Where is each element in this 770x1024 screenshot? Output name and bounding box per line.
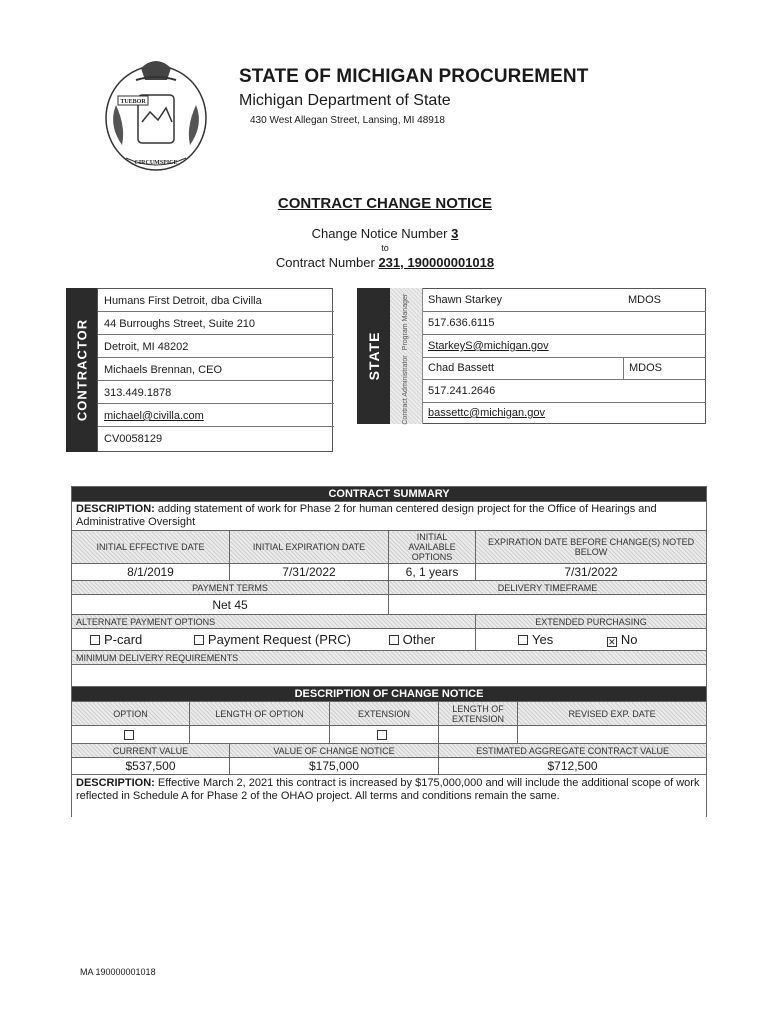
- summary-description-text: adding statement of work for Phase 2 for human centered design project for the Office of Hearings and Administrative Oversight: [76, 503, 657, 528]
- h-value-of-change: VALUE OF CHANGE NOTICE: [230, 744, 439, 758]
- extension-checkbox[interactable]: [377, 730, 387, 740]
- h-initial-available-options: INITIAL AVAILABLE OPTIONS: [389, 531, 476, 564]
- change-notice-value: 3: [451, 226, 459, 241]
- summary-description-label: DESCRIPTION:: [76, 503, 155, 515]
- other-checkbox[interactable]: [389, 635, 399, 645]
- h-option: OPTION: [72, 702, 190, 726]
- page-title: STATE OF MICHIGAN PROCUREMENT: [239, 66, 589, 87]
- yes-label: Yes: [532, 632, 554, 647]
- v-aggregate-value: $712,500: [439, 758, 707, 775]
- h-payment-terms: PAYMENT TERMS: [72, 581, 389, 595]
- extension-cell: [330, 726, 439, 744]
- h-expiration-before-change: EXPIRATION DATE BEFORE CHANGE(S) NOTED BELOW: [476, 531, 707, 564]
- contract-summary-table: [71, 486, 707, 817]
- no-label: No: [620, 632, 638, 647]
- contractor-info: [97, 288, 333, 452]
- contract-number-value: 231, 190000001018: [378, 255, 495, 270]
- department-address: 430 West Allegan Street, Lansing, MI 48918: [250, 115, 445, 126]
- v-initial-available-options: 6, 1 years: [389, 564, 476, 581]
- change-notice-label: Change Notice Number: [311, 226, 452, 241]
- ca-phone: 517.241.2646: [423, 380, 706, 403]
- change-description: [72, 775, 707, 817]
- prc-label: Payment Request (PRC): [207, 632, 351, 647]
- h-length-of-option: LENGTH OF OPTION: [190, 702, 330, 726]
- to-text: to: [381, 243, 389, 253]
- pm-agency: MDOS: [628, 294, 661, 306]
- contractor-phone: 313.449.1878: [98, 381, 334, 404]
- contractor-city: Detroit, MI 48202: [98, 335, 334, 358]
- v-payment-terms: Net 45: [72, 595, 389, 615]
- pcard-option[interactable]: [90, 632, 142, 647]
- contractor-street: 44 Burroughs Street, Suite 210: [98, 312, 334, 335]
- other-label: Other: [402, 632, 436, 647]
- v-initial-effective-date: 8/1/2019: [72, 564, 230, 581]
- v-current-value: $537,500: [72, 758, 230, 775]
- change-description-label: DESCRIPTION:: [76, 777, 155, 789]
- h-revised-exp-date: REVISED EXP. DATE: [518, 702, 707, 726]
- h-length-of-extension: LENGTH OF EXTENSION: [439, 702, 518, 726]
- summary-heading: CONTRACT SUMMARY: [72, 487, 707, 502]
- option-checkbox[interactable]: [124, 730, 134, 740]
- h-minimum-delivery: MINIMUM DELIVERY REQUIREMENTS: [72, 651, 707, 665]
- change-notice-number: [0, 226, 770, 241]
- pm-email-link[interactable]: StarkeyS@michigan.gov: [423, 335, 706, 358]
- pm-phone: 517.636.6115: [423, 312, 706, 335]
- prc-option[interactable]: [194, 632, 351, 647]
- state-band-label: STATE: [365, 331, 382, 381]
- other-option[interactable]: [389, 632, 436, 647]
- extended-purchasing-options: [476, 629, 707, 651]
- yes-option[interactable]: [518, 632, 553, 647]
- change-description-text: Effective March 2, 2021 this contract is increased by $175,000,000 and will include the additional scope of work reflected in Schedule A for Phase 2 of the OHAO project. All terms and conditions remain the same.: [76, 777, 700, 802]
- contractor-band: [66, 288, 97, 452]
- ca-email-link[interactable]: bassettc@michigan.gov: [428, 407, 545, 419]
- seal-motto-circumspice: CIRCUMSPICE: [134, 160, 178, 166]
- v-expiration-before-change: 7/31/2022: [476, 564, 707, 581]
- alternate-payment-options: [72, 629, 476, 651]
- v-minimum-delivery: [72, 665, 707, 687]
- prc-checkbox[interactable]: [194, 635, 204, 645]
- state-info: [423, 288, 706, 424]
- contract-administrator-label: Contract Administrator: [402, 355, 409, 425]
- change-heading: DESCRIPTION OF CHANGE NOTICE: [72, 687, 707, 702]
- pm-name: Shawn Starkey: [428, 294, 502, 306]
- h-initial-expiration-date: INITIAL EXPIRATION DATE: [230, 531, 389, 564]
- contract-administrator-label-cell: [390, 356, 423, 424]
- contractor-band-label: CONTRACTOR: [74, 318, 89, 422]
- length-of-option-cell: [190, 726, 330, 744]
- pcard-checkbox[interactable]: [90, 635, 100, 645]
- contract-number: [0, 255, 770, 270]
- program-manager-label: Program Manager: [402, 293, 409, 351]
- ca-name: Chad Bassett: [428, 362, 495, 374]
- state-band: [357, 288, 390, 424]
- h-extended-purchasing: EXTENDED PURCHASING: [476, 615, 707, 629]
- contractor-vendor-id: CV0058129: [104, 433, 163, 445]
- michigan-state-seal: [96, 50, 216, 180]
- contractor-contact: Michaels Brennan, CEO: [98, 358, 334, 381]
- h-alternate-payment-options: ALTERNATE PAYMENT OPTIONS: [72, 615, 476, 629]
- h-aggregate-value: ESTIMATED AGGREGATE CONTRACT VALUE: [439, 744, 707, 758]
- yes-checkbox[interactable]: [518, 635, 528, 645]
- ca-agency: MDOS: [623, 357, 662, 379]
- no-option[interactable]: [607, 632, 638, 647]
- contractor-name: Humans First Detroit, dba Civilla: [98, 289, 334, 312]
- seal-motto-tuebor: TUEBOR: [120, 99, 146, 105]
- h-initial-effective-date: INITIAL EFFECTIVE DATE: [72, 531, 230, 564]
- program-manager-label-cell: [390, 288, 423, 356]
- h-delivery-timeframe: DELIVERY TIMEFRAME: [389, 581, 707, 595]
- v-value-of-change: $175,000: [230, 758, 439, 775]
- notice-title: CONTRACT CHANGE NOTICE: [277, 195, 493, 212]
- contractor-email-link[interactable]: michael@civilla.com: [98, 404, 334, 427]
- revised-exp-date-cell: [518, 726, 707, 744]
- pcard-label: P-card: [104, 632, 143, 647]
- contract-number-label: Contract Number: [275, 255, 379, 270]
- h-current-value: CURRENT VALUE: [72, 744, 230, 758]
- summary-description: [72, 502, 707, 531]
- v-delivery-timeframe: [389, 595, 707, 615]
- option-cell: [72, 726, 190, 744]
- department-name: Michigan Department of State: [239, 92, 451, 109]
- footer-contract-id: MA 190000001018: [80, 967, 156, 977]
- no-checkbox-checked[interactable]: ✕: [608, 637, 616, 647]
- v-initial-expiration-date: 7/31/2022: [230, 564, 389, 581]
- h-extension: EXTENSION: [330, 702, 439, 726]
- length-of-extension-cell: [439, 726, 518, 744]
